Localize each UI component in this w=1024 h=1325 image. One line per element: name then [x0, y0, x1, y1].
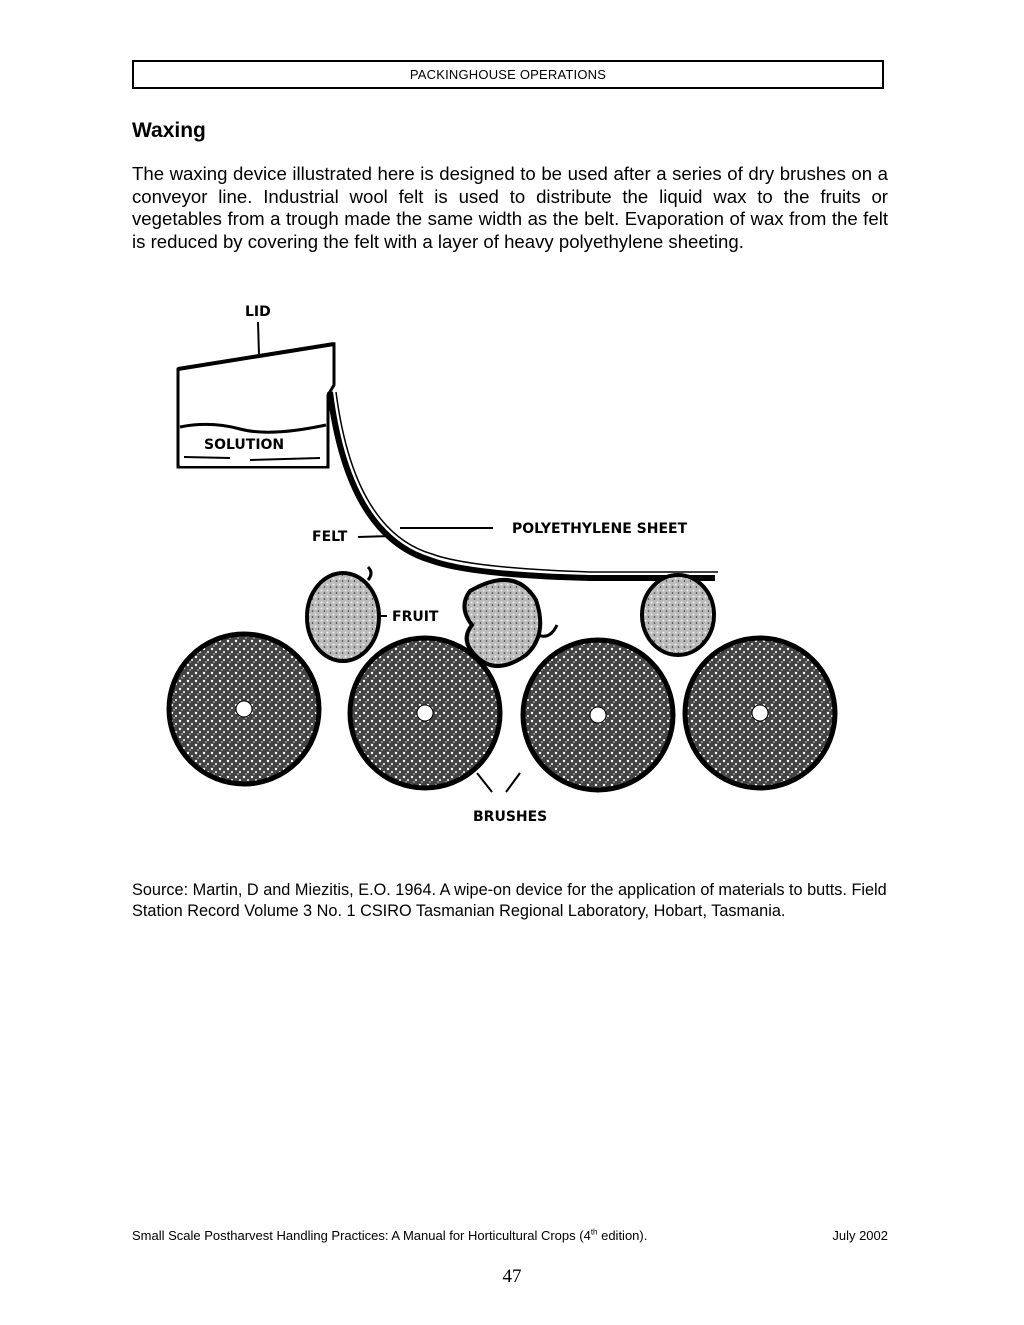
running-header: PACKINGHOUSE OPERATIONS [132, 60, 884, 89]
polyethylene-sheet-label: POLYETHYLENE SHEET [512, 521, 688, 537]
footer-edition-superscript: th [590, 1227, 598, 1237]
solution-label: SOLUTION [204, 437, 285, 453]
body-paragraph: The waxing device illustrated here is designed to be used after a series of dry brushes on a conveyor line. Industrial wool felt is used to distribute the liquid wax to the fruits or vegetables from a trough made the same width as the belt. Evaporation of wax from the felt is reduced by covering the felt with a layer of heavy polyethylene sheeting. [132, 163, 888, 252]
lid-leader-line [258, 322, 259, 355]
source-citation: Source: Martin, D and Miezitis, E.O. 1964. A wipe-on device for the application of materials to butts. Field Station Record Volume 3 No. 1 CSIRO Tasmanian Regional Laboratory, Hobart, Tasmania. [132, 881, 887, 920]
fruit-1 [307, 567, 379, 661]
brushes-leader-line-left [477, 773, 492, 792]
footer [132, 1228, 888, 1243]
brush-2 [350, 638, 500, 788]
waxing-device-figure [170, 295, 750, 835]
page-number: 47 [502, 1266, 522, 1287]
fruit-3 [642, 575, 714, 655]
brushes-label: BRUSHES [473, 809, 548, 825]
trough [178, 344, 334, 467]
fruit-2 [464, 580, 557, 666]
footer-book-title-main: Small Scale Postharvest Handling Practices: A Manual for Horticultural Crops (4 [132, 1228, 591, 1243]
fruit-label: FRUIT [392, 609, 439, 625]
felt-leader-line [358, 536, 392, 537]
footer-book-title [132, 1228, 647, 1243]
brush-4 [685, 638, 835, 788]
brush-3 [523, 640, 673, 790]
felt-label: FELT [312, 529, 348, 545]
felt-sheet [330, 392, 715, 578]
brush-1 [169, 634, 319, 784]
polyethylene-sheet [336, 392, 718, 572]
brushes-leader-line-right [506, 773, 520, 792]
footer-date: July 2002 [832, 1228, 888, 1243]
fruit-stem [368, 567, 371, 580]
footer-book-title-end: edition). [597, 1228, 648, 1243]
waxing-device-illustration [170, 295, 750, 835]
section-title: Waxing [132, 119, 206, 142]
lid-label: LID [245, 304, 271, 320]
